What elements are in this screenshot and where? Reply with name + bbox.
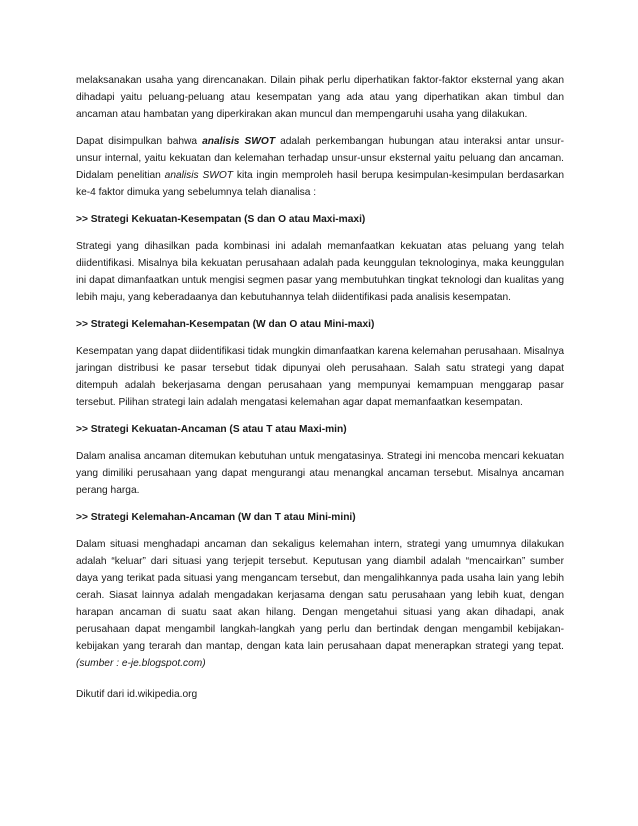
section-body-wt [76,536,564,672]
summary-paragraph [76,133,564,201]
section-heading-st: >> Strategi Kekuatan-Ancaman (S atau T atau Maxi-min) [76,424,347,435]
section-heading-wo: >> Strategi Kelemahan-Kesempatan (W dan O atau Mini-maxi) [76,319,375,330]
summary-term-swot-2: analisis SWOT [164,170,234,181]
source-note: Dikutif dari id.wikipedia.org [76,689,198,700]
section-body-so: Strategi yang dihasilkan pada kombinasi ini adalah memanfaatkan kekuatan atas peluang yang telah diidentifikasi. Misalnya bila kekuatan perusahaan adalah pada keunggulan teknologinya, maka keunggulan ini dapat dimanfaatkan untuk mengisi segmen pasar yang membutuhkan tingkat teknologi dan kualitas yang lebih maju, yang keberadaanya dan kebutuhannya telah diidentifikasi pada analisis kesempatan. [76,241,564,303]
summary-text-2: adalah perkembangan hubungan atau interaksi antar unsur-unsur internal, yaitu kekuatan dan kelemahan terhadap unsur-unsur eksternal yaitu peluang dan ancaman. Didalam penelitian [76,136,564,181]
summary-term-swot: analisis SWOT [202,136,276,147]
section-heading-so: >> Strategi Kekuatan-Kesempatan (S dan O atau Maxi-maxi) [76,214,366,225]
citation: (sumber : e-je.blogspot.com) [76,658,206,669]
section-body-st: Dalam analisa ancaman ditemukan kebutuhan untuk mengatasinya. Strategi ini mencoba mencari kekuatan yang dimiliki perusahaan yang dapat mengurangi atau menangkal ancaman tersebut. Misalnya ancaman perang harga. [76,451,564,496]
summary-text-1: Dapat disimpulkan bahwa [76,136,203,147]
section-heading-wt: >> Strategi Kelemahan-Ancaman (W dan T atau Mini-mini) [76,512,356,523]
intro-paragraph: melaksanakan usaha yang direncanakan. Dilain pihak perlu diperhatikan faktor-faktor eksternal yang akan dihadapi yaitu peluang-peluang atau kesempatan yang ada atau yang diperhatikan akan timbul dan ancaman atau hambatan yang diperkirakan akan muncul dan mempengaruhi usaha yang dilakukan. [76,75,564,120]
summary-text-3: kita ingin memproleh hasil berupa kesimpulan-kesimpulan berdasarkan ke-4 faktor dimuka yang sebelumnya telah dianalisa : [76,170,564,198]
section-body-wt-text: Dalam situasi menghadapi ancaman dan sekaligus kelemahan intern, strategi yang umumnya dilakukan adalah “keluar” dari situasi yang terjepit tersebut. Keputusan yang diambil adalah “mencairkan” sumber daya yang terikat pada situasi yang mengancam tersebut, dan mengalihkannya pada usaha lain yang lebih cerah. Siasat lainnya adalah mengadakan kerjasama dengan satu perusahaan yang lebih kuat, dengan harapan ancaman di suatu saat akan hilang. Dengan mengetahui situasi yang akan dihadapi, anak perusahaan dapat mengambil langkah-langkah yang perlu dan bertindak dengan mengambil kebijakan-kebijakan yang terarah dan mantap, dengan kata lain perusahaan dapat menerapkan strategi yang tepat. [76,539,564,652]
section-body-wo: Kesempatan yang dapat diidentifikasi tidak mungkin dimanfaatkan karena kelemahan perusahaan. Misalnya jaringan distribusi ke pasar tersebut tidak dipunyai oleh perusahaan. Salah satu strategi yang dapat ditempuh adalah bekerjasama dengan perusahaan yang mempunyai kemampuan menggarap pasar tersebut. Pilihan strategi lain adalah mengatasi kelemahan agar dapat memanfaatkan kesempatan. [76,346,564,408]
document-page [76,72,564,713]
